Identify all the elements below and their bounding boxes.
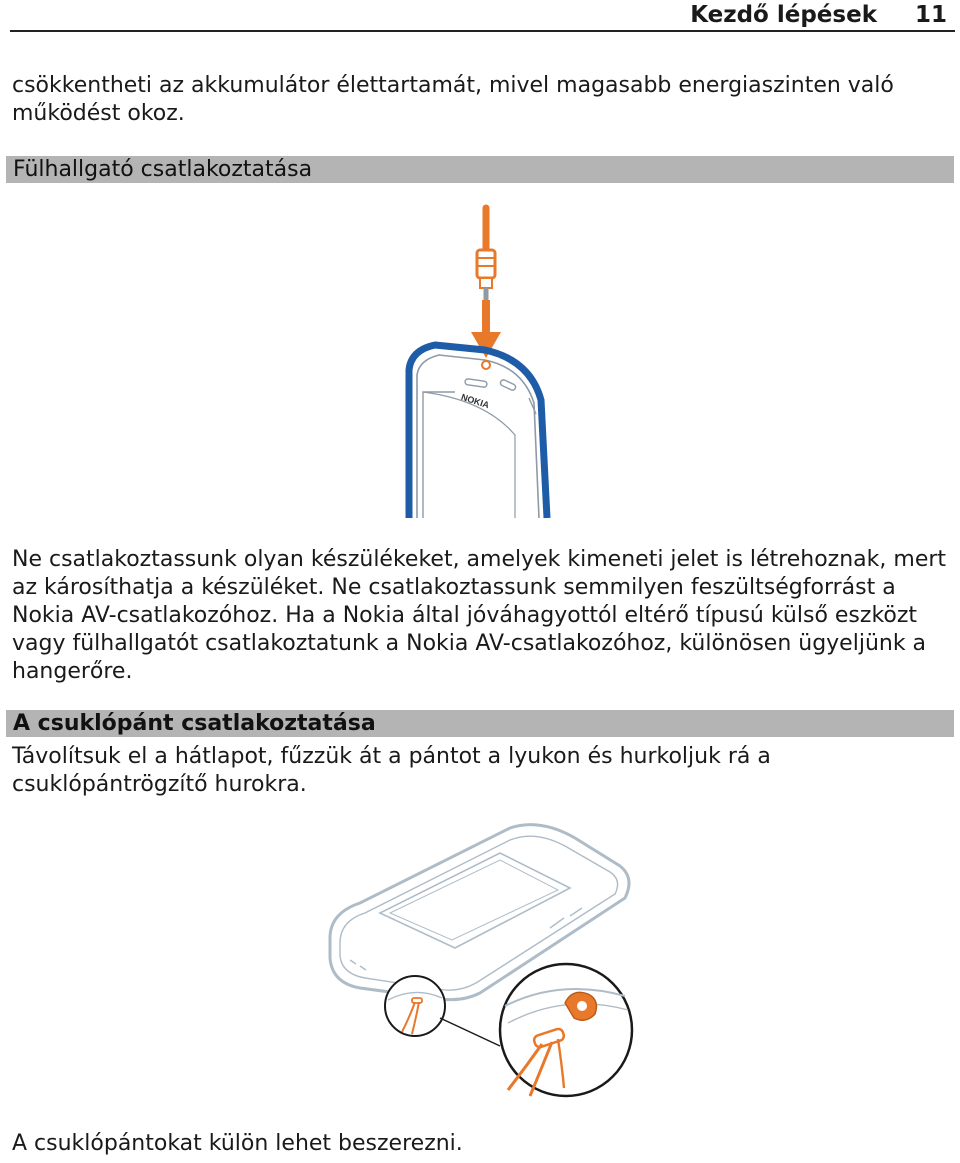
strap-attach-illustration	[320, 818, 640, 1118]
intro-paragraph: csökkentheti az akkumulátor élettartamát, mivel magasabb energiaszinten való működést okoz.	[12, 73, 894, 126]
section-title: Fülhallgató csatlakoztatása	[13, 157, 313, 182]
page-header	[10, 0, 955, 32]
headset-connect-illustration	[395, 200, 565, 530]
section-header-headset	[6, 156, 954, 183]
chapter-title: Kezdő lépések	[690, 2, 877, 28]
section-title: A csuklópánt csatlakoztatása	[13, 711, 376, 736]
headset-warning-paragraph: Ne csatlakoztassunk olyan készülékeket, amelyek kimeneti jelet is létrehoznak, mert az károsíthatja a készüléket. Ne csatlakoztassunk semmilyen feszültségforrást a Nokia AV-csatlakozóhoz. Ha a Nokia által jóváhagyottól eltérő típusú külső eszközt vagy fülhallgatót csatlakoztatunk a Nokia AV-csatlakozóhoz, különösen ügyeljünk a hangerőre.	[12, 547, 947, 684]
strap-instruction-paragraph: Távolítsuk el a hátlapot, fűzzük át a pántot a lyukon és hurkoljuk rá a csuklópántrögzítő hurokra.	[12, 744, 771, 797]
phone-brand-text: NOKIA	[459, 391, 491, 411]
section-header-strap	[6, 710, 954, 737]
strap-availability-note: A csuklópántokat külön lehet beszerezni.	[12, 1131, 463, 1156]
page-number: 11	[914, 2, 947, 28]
